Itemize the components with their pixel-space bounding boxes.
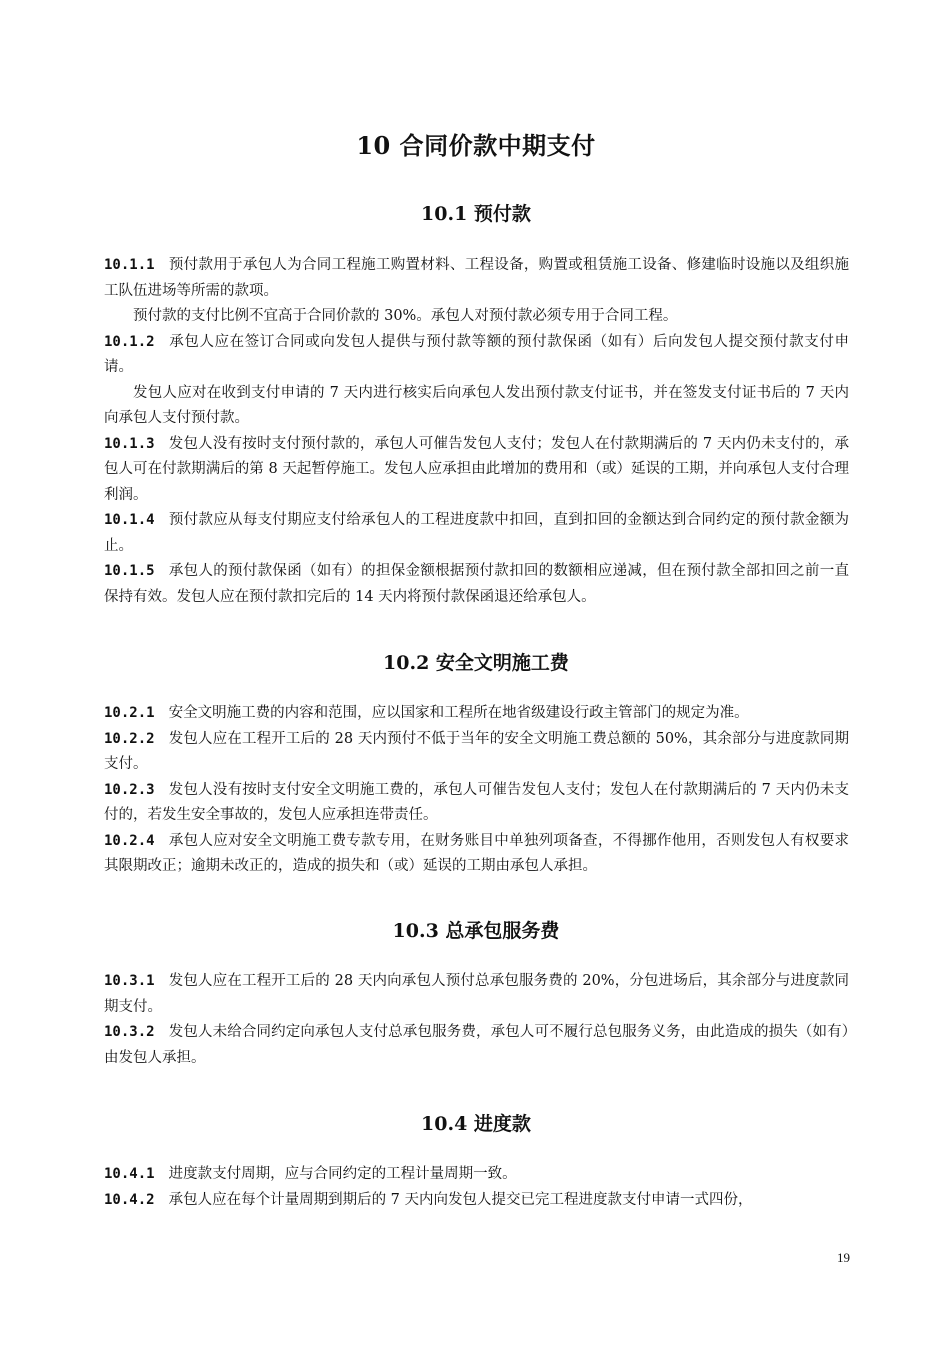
clause-text: 安全文明施工费的内容和范围，应以国家和工程所在地省级建设行政主管部门的规定为准。 — [168, 705, 749, 721]
section-heading: 10.2 安全文明施工费 — [383, 652, 569, 674]
clause — [104, 559, 849, 610]
clause-text: 承包人应对安全文明施工费专款专用，在财务账目中单独列项备查，不得挪作他用，否则发包人有权要求其限期改正；逾期未改正的，造成的损失和（或）延误的工期由承包人承担。 — [104, 832, 849, 874]
clause-number: 10.2.3 — [104, 781, 155, 798]
clause — [104, 432, 849, 509]
clause — [104, 1188, 849, 1214]
clause-text: 承包人应在每个计量周期到期后的 7 天内向发包人提交已完工程进度款支付申请一式四份， — [168, 1191, 753, 1208]
clause-text: 发包人应在工程开工后的 28 天内预付不低于当年的安全文明施工费总额的 50%，其余部分与进度款同期支付。 — [104, 730, 849, 772]
clause — [104, 727, 849, 778]
clause — [104, 829, 849, 880]
clause — [104, 304, 849, 330]
page-title: 10 合同价款中期支付 — [356, 131, 596, 160]
clause-number: 10.3.1 — [104, 973, 155, 989]
clause-text: 发包人未给合同约定向承包人支付总承包服务费，承包人可不履行总包服务义务，由此造成的损失（如有）由发包人承担。 — [104, 1024, 849, 1066]
section-heading: 10.4 进度款 — [421, 1113, 531, 1135]
clause-text: 承包人的预付款保函（如有）的担保金额根据预付款扣回的数额相应递减，但在预付款全部扣回之前一直保持有效。发包人应在预付款扣完后的 14 天内将预付款保函退还给承包人。 — [104, 563, 849, 605]
clause-number: 10.1.3 — [104, 435, 155, 452]
clause-number: 10.1.4 — [104, 512, 155, 528]
clause-text: 进度款支付周期，应与合同约定的工程计量周期一致。 — [168, 1166, 517, 1182]
clause-text: 发包人没有按时支付安全文明施工费的，承包人可催告发包人支付；发包人在付款期满后的 7 天内仍未支付的，若发生安全事故的，发包人应承担连带责任。 — [104, 781, 849, 823]
section-heading: 10.3 总承包服务费 — [392, 920, 560, 942]
section-heading: 10.1 预付款 — [421, 203, 531, 225]
clause — [104, 969, 849, 1020]
page-number: 19 — [837, 1250, 850, 1265]
clause — [104, 508, 849, 559]
clause — [104, 253, 849, 304]
section-body — [104, 253, 849, 610]
clause-text: 预付款的支付比例不宜高于合同价款的 30%。承包人对预付款必须专用于合同工程。 — [133, 308, 678, 324]
clause-number: 10.3.2 — [104, 1024, 155, 1040]
clause — [104, 330, 849, 381]
section-body — [104, 969, 849, 1071]
clause-number: 10.4.2 — [104, 1191, 155, 1208]
clause-number: 10.1.2 — [104, 333, 155, 350]
clause-text: 预付款应从每支付期应支付给承包人的工程进度款中扣回，直到扣回的金额达到合同约定的预付款金额为止。 — [104, 512, 849, 554]
clause-number: 10.1.1 — [104, 257, 155, 273]
clause-text: 发包人没有按时支付预付款的，承包人可催告发包人支付；发包人在付款期满后的 7 天内仍未支付的，承包人可在付款期满后的第 8 天起暂停施工。发包人应承担由此增加的费用和（或）延误的工期，并向承包人支付合理利润。 — [104, 435, 849, 503]
clause — [104, 1020, 849, 1071]
clause-number: 10.4.1 — [104, 1166, 155, 1182]
clause-number: 10.2.2 — [104, 730, 155, 747]
clause-text: 发包人应对在收到支付申请的 7 天内进行核实后向承包人发出预付款支付证书，并在签发支付证书后的 7 天内向承包人支付预付款。 — [104, 384, 849, 426]
clause-number: 10.2.1 — [104, 705, 155, 721]
clause-number: 10.1.5 — [104, 563, 155, 579]
clause-text: 发包人应在工程开工后的 28 天内向承包人预付总承包服务费的 20%，分包进场后，其余部分与进度款同期支付。 — [104, 973, 849, 1015]
clause-text: 预付款用于承包人为合同工程施工购置材料、工程设备，购置或租赁施工设备、修建临时设施以及组织施工队伍进场等所需的款项。 — [104, 257, 849, 299]
clause-number: 10.2.4 — [104, 832, 155, 849]
clause — [104, 1162, 849, 1188]
clause — [104, 778, 849, 829]
clause-text: 承包人应在签订合同或向发包人提供与预付款等额的预付款保函（如有）后向发包人提交预付款支付申请。 — [104, 333, 849, 375]
clause — [104, 381, 849, 432]
section-body — [104, 701, 849, 880]
section-body — [104, 1162, 849, 1213]
clause — [104, 701, 849, 727]
